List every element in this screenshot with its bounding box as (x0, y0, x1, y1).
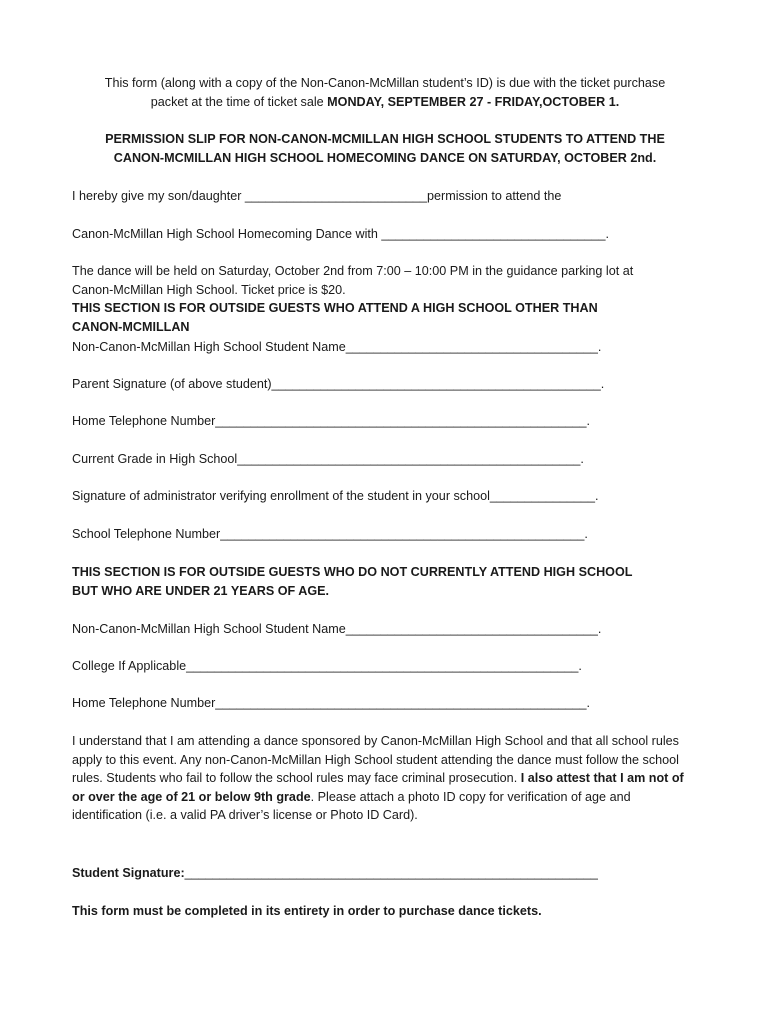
section-1-heading-line-2: CANON-MCMILLAN (72, 320, 190, 334)
footer-note: This form must be completed in its entirety in order to purchase dance tickets. (72, 904, 542, 918)
student-signature-field[interactable]: ___________________________________________________________ (184, 866, 598, 880)
intro-line-2-text: packet at the time of ticket sale (150, 95, 328, 109)
dance-info-line-2: Canon-McMillan High School. Ticket price is $20. (72, 283, 346, 297)
student-signature-label: Student Signature: (72, 866, 185, 880)
agreement-text-1: I understand that I am attending a dance sponsored by Canon-McMillan High School and that all school rules apply to this event. Any non-Canon-McMillan High School student attending the dance must follow the school rules. Students who fail to follow the school rules may face criminal prosecution. (72, 734, 679, 786)
current-grade-field[interactable]: Current Grade in High School_________________________________________________. (72, 452, 584, 466)
section-2-heading-line-1: THIS SECTION IS FOR OUTSIDE GUESTS WHO DO NOT CURRENTLY ATTEND HIGH SCHOOL (72, 565, 633, 579)
agreement-text-2: . Please attach a photo ID copy for verification of age and identification (i.e. a valid PA driver’s license or Photo ID Card). (72, 789, 631, 823)
admin-signature-field[interactable]: Signature of administrator verifying enrollment of the student in your school_______________. (72, 489, 599, 503)
section-2-heading-line-2: BUT WHO ARE UNDER 21 YEARS OF AGE. (72, 584, 330, 598)
section-2-home-phone-field[interactable]: Home Telephone Number_____________________________________________________. (72, 696, 590, 710)
consent-date-with-field[interactable]: Canon-McMillan High School Homecoming Dance with ________________________________. (72, 227, 610, 241)
college-field[interactable]: College If Applicable________________________________________________________. (72, 659, 582, 673)
ticket-sale-dates: MONDAY, SEPTEMBER 27 - FRIDAY,OCTOBER 1. (327, 95, 620, 109)
student-signature-row[interactable] (72, 864, 598, 882)
section-1-heading-line-1: THIS SECTION IS FOR OUTSIDE GUESTS WHO ATTEND A HIGH SCHOOL OTHER THAN (72, 301, 598, 315)
school-phone-field[interactable]: School Telephone Number____________________________________________________. (72, 527, 588, 541)
intro-line-1: This form (along with a copy of the Non-Canon-McMillan student’s ID) is due with the ticket purchase (104, 76, 666, 90)
consent-son-daughter-field[interactable]: I hereby give my son/daughter __________________________permission to attend the (72, 189, 562, 203)
section-2-student-name-field[interactable]: Non-Canon-McMillan High School Student Name____________________________________. (72, 622, 602, 636)
agreement-paragraph (72, 732, 697, 825)
age-attestation: I also attest that I am not of or over the age of 21 or below 9th grade (72, 771, 684, 804)
page-title-line-2: CANON-MCMILLAN HIGH SCHOOL HOMECOMING DANCE ON SATURDAY, OCTOBER 2nd. (113, 151, 657, 165)
page-title-line-1: PERMISSION SLIP FOR NON-CANON-MCMILLAN HIGH SCHOOL STUDENTS TO ATTEND THE (105, 132, 665, 146)
dance-info-line-1: The dance will be held on Saturday, October 2nd from 7:00 – 10:00 PM in the guidance parking lot at (72, 264, 634, 278)
intro-line-2 (0, 93, 770, 111)
section-1-home-phone-field[interactable]: Home Telephone Number_____________________________________________________. (72, 414, 590, 428)
parent-signature-field[interactable]: Parent Signature (of above student)_______________________________________________. (72, 377, 605, 391)
section-1-student-name-field[interactable]: Non-Canon-McMillan High School Student Name____________________________________. (72, 340, 602, 354)
